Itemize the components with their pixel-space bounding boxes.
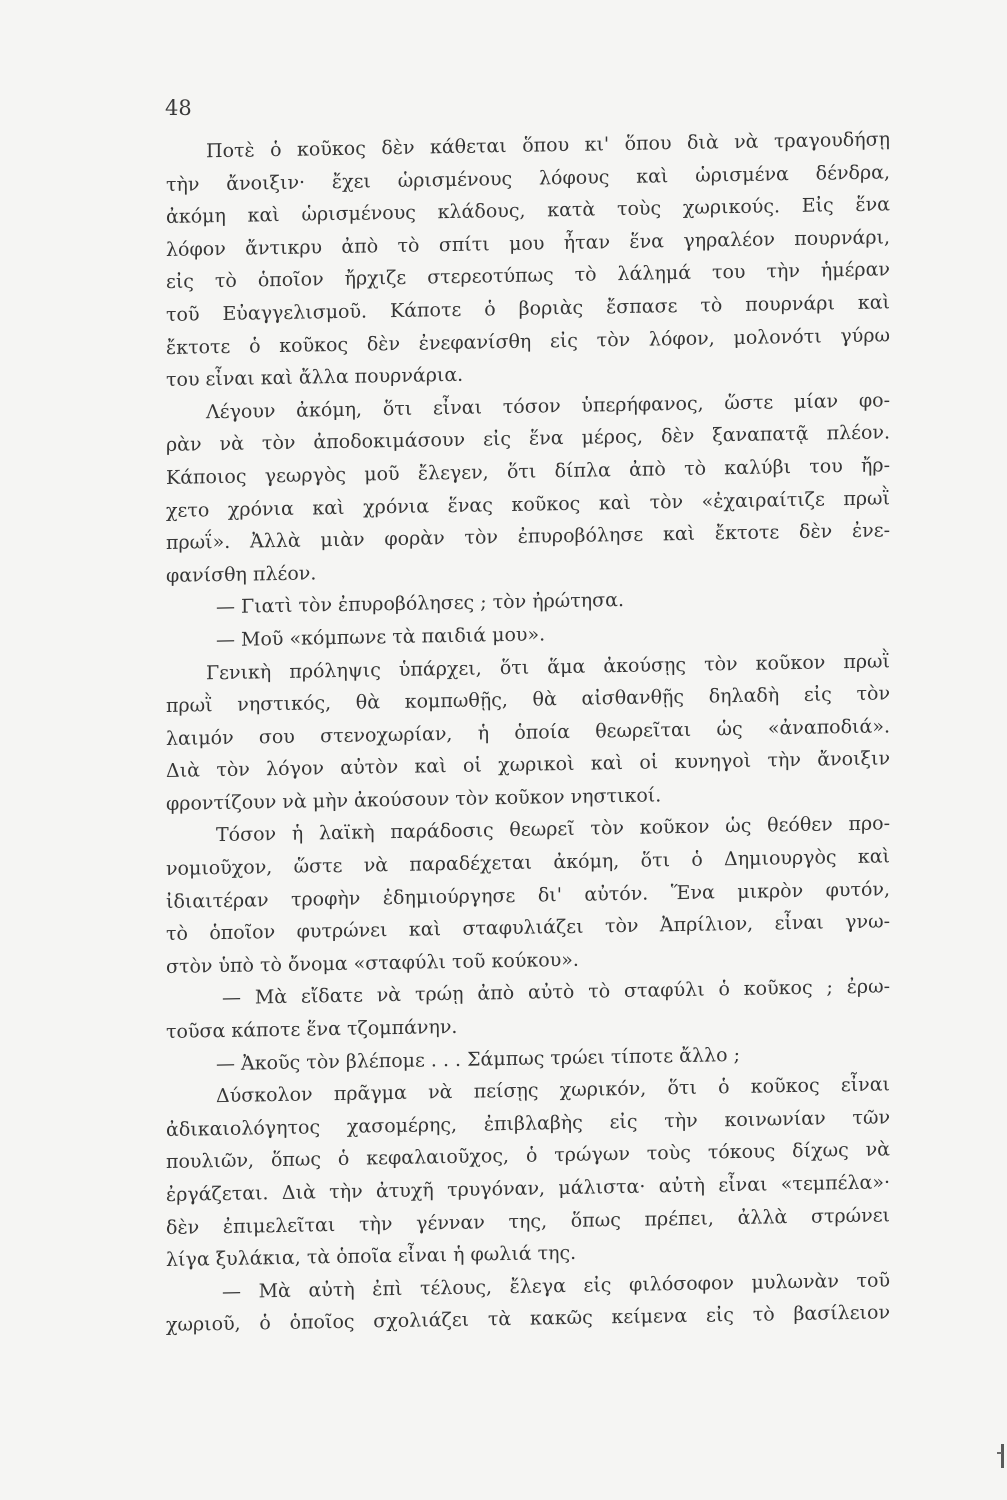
text-line: — Μὰ αὐτὴ ἐπὶ τέλους, ἔλεγα εἰς φιλόσοφον μυλωνὰν τοῦ xyxy=(222,1269,890,1303)
text-line: τοῦσα κάποτε ἕνα τζομπάνην. xyxy=(166,1015,458,1044)
text-line: λίγα ξυλάκια, τὰ ὁποῖα εἶναι ἡ φωλιά της. xyxy=(166,1242,577,1272)
text-line: ἀκόμη καὶ ὡρισμένους κλάδους, κατὰ τοὺς χωρικούς. Εἰς ἕνα xyxy=(166,193,890,229)
scan-edge-mark xyxy=(1001,1444,1004,1468)
paragraph xyxy=(166,808,890,984)
text-line: Ποτὲ ὁ κοῦκος δὲν κάθεται ὅπου κι' ὅπου διὰ νὰ τραγουδήσῃ xyxy=(206,128,890,163)
paragraph xyxy=(166,645,890,821)
text-line: φανίσθη πλέον. xyxy=(166,562,317,587)
body-text xyxy=(166,123,890,1342)
text-line: πουλιῶν, ὅπως ὁ κεφαλαιοῦχος, ὁ τρώγων τοὺς τόκους δίχως νὰ xyxy=(166,1138,890,1174)
text-line: Δύσκολον πρᾶγμα νὰ πείσῃς χωρικόν, ὅτι ὁ κοῦκος εἶναι xyxy=(216,1073,890,1108)
text-line: στὸν ὑπὸ τὸ ὄνομα «σταφύλι τοῦ κούκου». xyxy=(166,948,579,978)
paragraph xyxy=(166,1069,890,1277)
text-line: ἔκτοτε ὁ κοῦκος δὲν ἐνεφανίσθη εἰς τὸν λόφον, μολονότι γύρω xyxy=(166,323,890,359)
text-line: χωριοῦ, ὁ ὁποῖος σχολιάζει τὰ κακῶς κείμενα εἰς τὸ βασίλειον xyxy=(166,1301,890,1337)
dialogue-paragraph xyxy=(166,1264,890,1342)
text-line: Τόσον ἡ λαϊκὴ παράδοσις θεωρεῖ τὸν κοῦκον ὡς θεόθεν προ- xyxy=(216,812,890,847)
text-line: ἀδικαιολόγητος χασομέρης, ἐπιβλαβὴς εἰς τὴν κοινωνίαν τῶν xyxy=(166,1106,890,1141)
scan-edge-speck xyxy=(997,1452,1002,1454)
paragraph xyxy=(166,123,890,396)
text-line: — Μὰ εἴδατε νὰ τρώῃ ἀπὸ αὐτὸ τὸ σταφύλι ὁ κοῦκος ; ἐρω- xyxy=(222,975,890,1010)
text-line: τοῦ Εὐαγγελισμοῦ. Κάποτε ὁ βοριὰς ἔσπασε τὸ πουρνάρι καὶ xyxy=(166,291,890,326)
page-number: 48 xyxy=(165,96,192,120)
text-line: πρωῒ νηστικός, θὰ κομπωθῇς, θὰ αἰσθανθῇς δηλαδὴ εἰς τὸν xyxy=(166,682,890,718)
text-line: νομιοῦχον, ὥστε νὰ παραδέχεται ἀκόμη, ὅτι ὁ Δημιουργὸς καὶ xyxy=(166,845,890,881)
text-line: τὸ ὁποῖον φυτρώνει καὶ σταφυλιάζει τὸν Ἀπρίλιον, εἶναι γνω- xyxy=(166,910,890,946)
text-line: Γενικὴ πρόληψις ὑπάρχει, ὅτι ἅμα ἀκούσῃς τὸν κοῦκον πρωῒ xyxy=(206,649,890,684)
paragraph xyxy=(166,384,890,592)
text-line: ρὰν νὰ τὸν ἀποδοκιμάσουν εἰς ἕνα μέρος, δὲν ξαναπατᾷ πλέον. xyxy=(166,421,890,457)
text-line: — Ἀκοῦς τὸν βλέπομε . . . Σάμπως τρώει τίποτε ἄλλο ; xyxy=(216,1043,740,1075)
text-line: χετο χρόνια καὶ χρόνια ἕνας κοῦκος καὶ τὸν «ἐχαιραίτιζε πρωῒ xyxy=(166,486,890,522)
text-line: λόφον ἄντικρυ ἀπὸ τὸ σπίτι μου ἦταν ἕνα γηραλέον πουρνάρι, xyxy=(166,226,890,261)
text-line: ἐργάζεται. Διὰ τὴν ἀτυχῆ τρυγόναν, μάλιστα· αὐτὴ εἶναι «τεμπέλα»· xyxy=(166,1171,890,1206)
text-line: του εἶναι καὶ ἄλλα πουρνάρια. xyxy=(166,363,464,392)
text-line: λαιμόν σου στενοχωρίαν, ἡ ὁποία θεωρεῖται ὡς «ἀναποδιά». xyxy=(166,715,890,750)
text-line: εἰς τὸ ὁποῖον ἤρχιζε στερεοτύπως τὸ λάλημά του τὴν ἡμέραν xyxy=(166,258,890,294)
text-line: δὲν ἐπιμελεῖται τὴν γένναν της, ὅπως πρέπει, ἀλλὰ στρώνει xyxy=(166,1203,890,1239)
text-line: Κάποιος γεωργὸς μοῦ ἔλεγεν, ὅτι δίπλα ἀπὸ τὸ καλύβι του ἤρ- xyxy=(166,454,890,489)
text-line: τὴν ἄνοιξιν· ἔχει ὡρισμένους λόφους καὶ ὡρισμένα δένδρα, xyxy=(166,160,890,196)
text-line: πρωΐ». Ἀλλὰ μιὰν φορὰν τὸν ἐπυροβόλησε καὶ ἔκτοτε δὲν ἐνε- xyxy=(166,519,890,555)
text-line: ἰδιαιτέραν τροφὴν ἐδημιούργησε δι' αὐτόν. Ἕνα μικρὸν φυτόν, xyxy=(166,878,890,913)
text-line: — Μοῦ «κόμπωνε τὰ παιδιά μου». xyxy=(216,623,546,652)
text-line: — Γιατὶ τὸν ἐπυροβόλησες ; τὸν ἠρώτησα. xyxy=(216,589,624,619)
text-line: φροντίζουν νὰ μὴν ἀκούσουν τὸν κοῦκον νηστικοί. xyxy=(166,784,662,815)
text-line: Διὰ τὸν λόγον αὐτὸν καὶ οἱ χωρικοὶ καὶ οἱ κυνηγοὶ τὴν ἄνοιξιν xyxy=(166,747,890,783)
text-line: Λέγουν ἀκόμη, ὅτι εἶναι τόσον ὑπερήφανος, ὥστε μίαν φο- xyxy=(206,389,890,424)
